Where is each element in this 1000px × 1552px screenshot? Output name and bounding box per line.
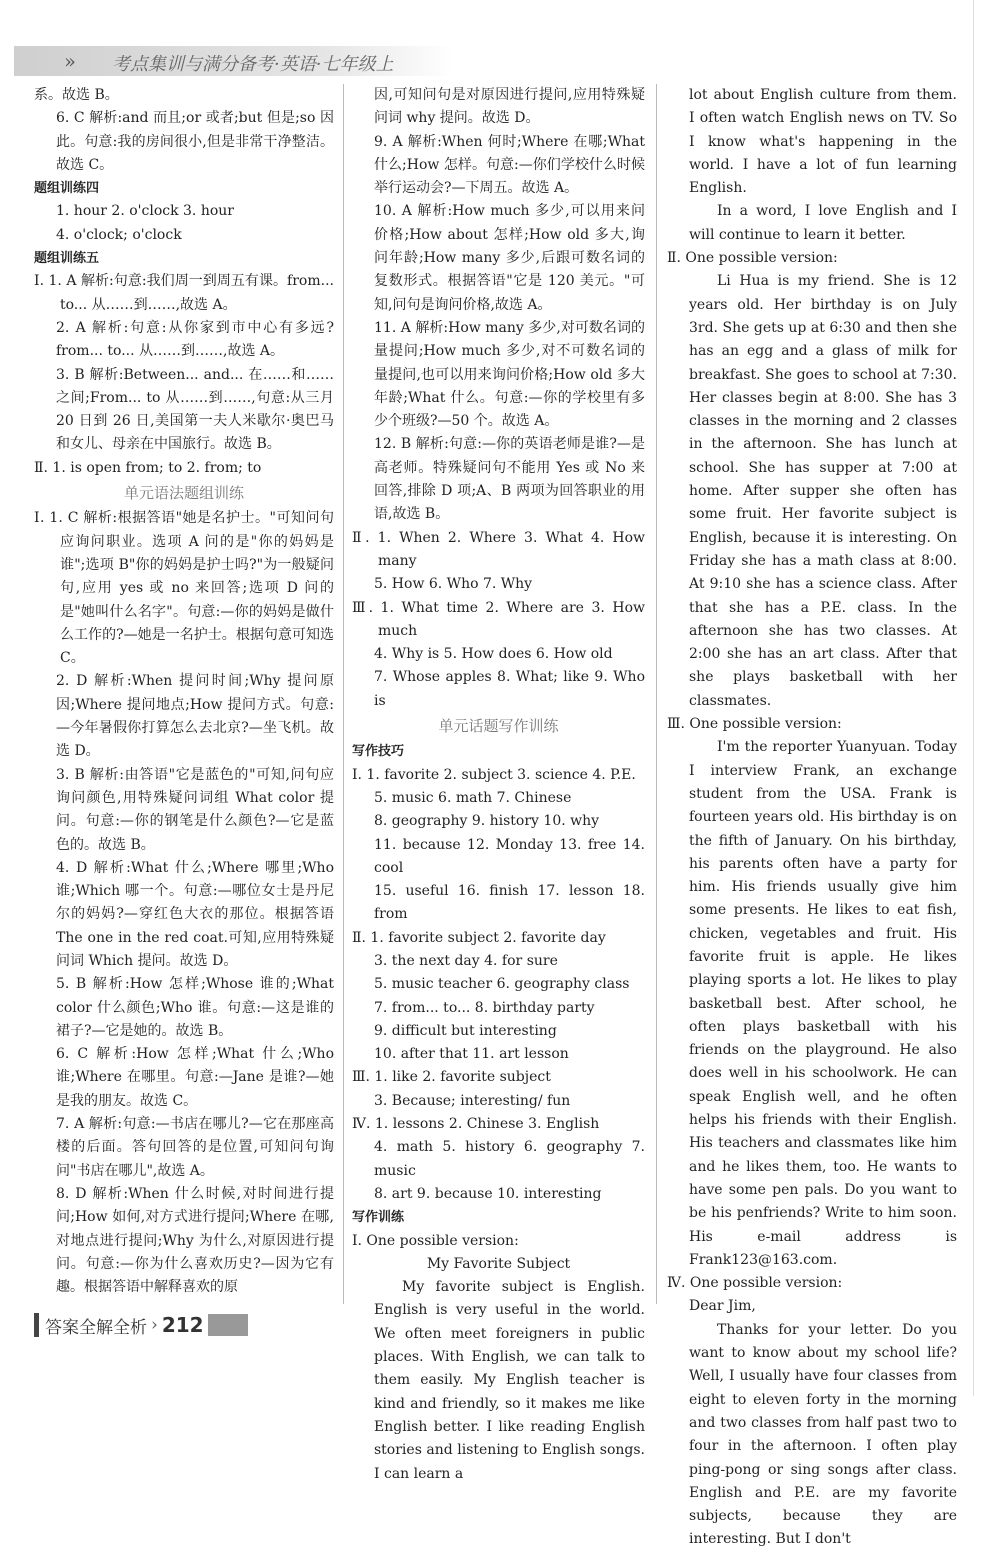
text-paragraph: 7. A 解析:句意:—书店在哪儿?—它在那座高楼的后面。答句回答的是位置,可知问句询问"书店在哪儿",故选 A。: [56, 1116, 334, 1179]
text-paragraph: Ⅰ. 1. C 解析:根据答语"她是名护士。"可知问句应询问职业。选项 A 问的是"你的妈妈是谁";选项 B"你的妈妈是护士吗?"为一般疑问句,应用 yes 或 no 来回答;选项 D 问的是"她叫什么名字"。句意:—你的妈妈是做什么工作的?—她是一名护士。根据句意可知选 C。: [34, 510, 334, 667]
text-paragraph: Ⅰ. 1. favorite 2. subject 3. science 4. P.E.: [352, 766, 636, 783]
column-3: [667, 84, 957, 1552]
text-paragraph: Ⅲ. 1. like 2. favorite subject: [352, 1069, 551, 1086]
text-paragraph: My favorite subject is English. English is very useful in the world. We often meet foreigners in public places. With English, we can talk to them easily. My English teacher is kind and friendly, so it makes me like English better. I like reading English stories and listening to English songs. I can learn a: [374, 1279, 645, 1482]
text-paragraph: 因,可知问句是对原因进行提问,应用特殊疑问词 why 提问。故选 D。: [374, 87, 645, 127]
text-paragraph: I'm the reporter Yuanyuan. Today I interview Frank, an exchange student from the USA. Frank is fourteen years old. His birthday is on the fifth of January. On his birthday, his parents often have a party for him. His friends usually give him some presents. He likes to eat fish, chicken, vegetables and fruit. His favorite fruit is apple. He likes playing sports a lot. He likes to play basketball best. After school, he often plays basketball with his friends on the playground. He also does well in his schoolwork. He can speak English well, and he often helps his friends with their English. His teachers and classmates like him and he likes them, too. He wants to have some pen pals. Do you want to be his penfriends? Write to him soon. His e-mail address is Frank123@163.com.: [689, 739, 957, 1268]
text-paragraph: Dear Jim,: [689, 1298, 756, 1315]
column-2: [352, 84, 645, 1486]
text-paragraph: Ⅱ. 1. When 2. Where 3. What 4. How many: [352, 529, 645, 569]
text-paragraph: 9. A 解析:When 何时;Where 在哪;What 什么;How 怎样。句意:—你们学校什么时候举行运动会?—下周五。故选 A。: [374, 133, 645, 197]
text-paragraph: 6. C 解析:How 怎样;What 什么;Who 谁;Where 在哪里。句意:—Jane 是谁?—她是我的朋友。故选 C。: [56, 1046, 334, 1109]
text-paragraph: 8. geography 9. history 10. why: [374, 813, 600, 830]
text-paragraph: Ⅱ. 1. favorite subject 2. favorite day: [352, 929, 606, 946]
text-paragraph: 5. B 解析:How 怎样;Whose 谁的;What color 什么颜色;Who 谁。句意:—这是谁的裙子?—它是她的。故选 B。: [56, 976, 334, 1039]
text-paragraph: My Favorite Subject: [426, 1255, 571, 1272]
text-paragraph: Ⅲ. 1. What time 2. Where are 3. How much: [352, 599, 645, 639]
section-title: 单元语法题组训练: [123, 484, 244, 503]
text-paragraph: Ⅰ. One possible version:: [352, 1232, 519, 1249]
text-paragraph: 系。故选 B。: [34, 87, 119, 103]
section-heading: 题组训练四: [34, 181, 100, 197]
text-paragraph: Ⅳ. 1. lessons 2. Chinese 3. English: [352, 1116, 600, 1133]
text-paragraph: 5. How 6. Who 7. Why: [374, 576, 533, 593]
text-paragraph: 7. Whose apples 8. What; like 9. Who is: [374, 669, 645, 709]
column-divider: [656, 84, 657, 1304]
text-paragraph: 3. Because; interesting/ fun: [374, 1092, 571, 1109]
text-paragraph: Ⅱ. 1. is open from; to 2. from; to: [34, 459, 262, 476]
text-paragraph: 10. A 解析:How much 多少,可以用来问价格;How about 怎样;How old 多大,询问年龄;How many 多少,后跟可数名词的复数形式。根据答语"它是 120 美元。"可知,问句是询问价格,故选 A。: [374, 203, 645, 313]
section-title: 单元话题写作训练: [438, 717, 559, 736]
text-paragraph: Ⅳ. One possible version:: [667, 1275, 843, 1292]
text-paragraph: 4. D 解析:What 什么;Where 哪里;Who 谁;Which 哪一个。句意:—哪位女士是丹尼尔的妈妈?—穿红色大衣的那位。根据答语 The one in the red coat.可知,应用特殊疑问词 Which 提问。故选 D。: [56, 859, 334, 969]
text-paragraph: 12. B 解析:句意:—你的英语老师是谁?—是高老师。特殊疑问句不能用 Yes 或 No 来回答,排除 D 项;A、B 两项为回答职业的用语,故选 B。: [374, 436, 645, 523]
text-paragraph: 4. Why is 5. How does 6. How old: [374, 646, 613, 663]
text-paragraph: Ⅱ. One possible version:: [667, 250, 838, 267]
text-paragraph: 11. A 解析:How many 多少,对可数名词的量提问;How much 多少,对不可数名词的量提问,也可以用来询问价格;How old 多大年龄;What 什么。句意:—你的学校里有多少个班级?—50 个。故选 A。: [374, 319, 645, 430]
text-paragraph: 15. useful 16. finish 17. lesson 18. from: [374, 883, 645, 923]
text-paragraph: 7. from... to... 8. birthday party: [374, 999, 595, 1016]
page-footer: [34, 1310, 248, 1340]
text-paragraph: In a word, I love English and I will continue to learn it better.: [689, 203, 957, 243]
text-paragraph: 5. music teacher 6. geography class: [374, 976, 630, 993]
text-paragraph: 2. A 解析:句意:从你家到市中心有多远?from... to... 从……到……,故选 A。: [56, 319, 334, 360]
text-paragraph: 10. after that 11. art lesson: [374, 1046, 569, 1063]
text-paragraph: 11. because 12. Monday 13. free 14. cool: [374, 836, 645, 876]
text-paragraph: 5. music 6. math 7. Chinese: [374, 789, 572, 806]
page-edge: [973, 0, 974, 1396]
text-paragraph: 3. B 解析:由答语"它是蓝色的"可知,问句应询问颜色,用特殊疑问词组 What color 提问。句意:—你的钢笔是什么颜色?—它是蓝色的。故选 B。: [56, 766, 334, 853]
text-paragraph: 2. D 解析:When 提问时间;Why 提问原因;Where 提问地点;How 提问方式。句意:—今年暑假你打算怎么去北京?—坐飞机。故选 D。: [56, 673, 334, 760]
section-heading: 写作训练: [352, 1210, 405, 1226]
text-paragraph: lot about English culture from them. I often watch English news on TV. So I know what's happening in the world. I have a lot of fun learning English.: [689, 87, 957, 197]
chevron-icon: ›: [151, 1315, 158, 1335]
text-paragraph: 8. D 解析:When 什么时候,对时间进行提问;How 如何,对方式进行提问;Where 在哪,对地点进行提问;Why 为什么,对原因进行提问。句意:—你为什么喜欢历史?—因为它有趣。根据答语中解释喜欢的原: [56, 1185, 334, 1296]
text-paragraph: 3. B 解析:Between... and... 在……和……之间;From... to 从……到……,句意:从三月 20 日到 26 日,美国第一夫人米歇尔·奥巴马和女儿、母亲在中国旅行。故选 B。: [56, 366, 334, 453]
text-paragraph: Li Hua is my friend. She is 12 years old. Her birthday is on July 3rd. She gets up at 6:30 and then she has an egg and a glass of milk for breakfast. She goes to school at 7:30. Her classes begin at 8:00. She has 3 classes in the morning and 2 classes in the afternoon. She has lunch at school. She has supper at 7:00 at home. After supper she often has some fruit. Her favorite subject is English, because it is interesting. On Friday she has a math class at 8:00. At 9:10 she has a science class. After that she has a P.E. class. In the afternoon she has two classes. At 2:00 she has an art class. After that she plays basketball with her classmates.: [689, 273, 957, 709]
page-number: 212: [161, 1313, 204, 1337]
text-paragraph: 3. the next day 4. for sure: [374, 952, 558, 969]
text-paragraph: 4. o'clock; o'clock: [56, 226, 182, 243]
text-paragraph: 8. art 9. because 10. interesting: [374, 1185, 602, 1202]
text-paragraph: Ⅲ. One possible version:: [667, 716, 842, 733]
text-paragraph: Thanks for your letter. Do you want to know about my school life? Well, I usually have four classes from eight to eleven forty in the morning and two classes from half past two to four in the afternoon. I often play ping-pong or sing songs after class. English and P.E. are my favorite subjects, because they are interesting. But I don't: [689, 1321, 957, 1548]
footer-box: [208, 1314, 248, 1336]
footer-label: 答案全解全析: [45, 1317, 147, 1338]
column-divider: [343, 84, 344, 1304]
text-paragraph: Ⅰ. 1. A 解析:句意:我们周一到周五有课。from... to... 从……到……,故选 A。: [34, 273, 334, 313]
text-paragraph: 9. difficult but interesting: [374, 1022, 557, 1039]
text-paragraph: 1. hour 2. o'clock 3. hour: [56, 203, 234, 220]
text-paragraph: 4. math 5. history 6. geography 7. music: [374, 1139, 645, 1179]
footer-bar: [34, 1313, 39, 1337]
column-1: [34, 84, 334, 1299]
section-heading: 题组训练五: [34, 251, 100, 267]
page-header: [14, 46, 454, 76]
chevron-icon: ››: [64, 49, 72, 73]
section-heading: 写作技巧: [352, 744, 405, 760]
header-title: 考点集训与满分备考·英语·七年级上: [112, 54, 394, 75]
text-paragraph: 6. C 解析:and 而且;or 或者;but 但是;so 因此。句意:我的房间很小,但是非常干净整洁。故选 C。: [56, 110, 334, 173]
